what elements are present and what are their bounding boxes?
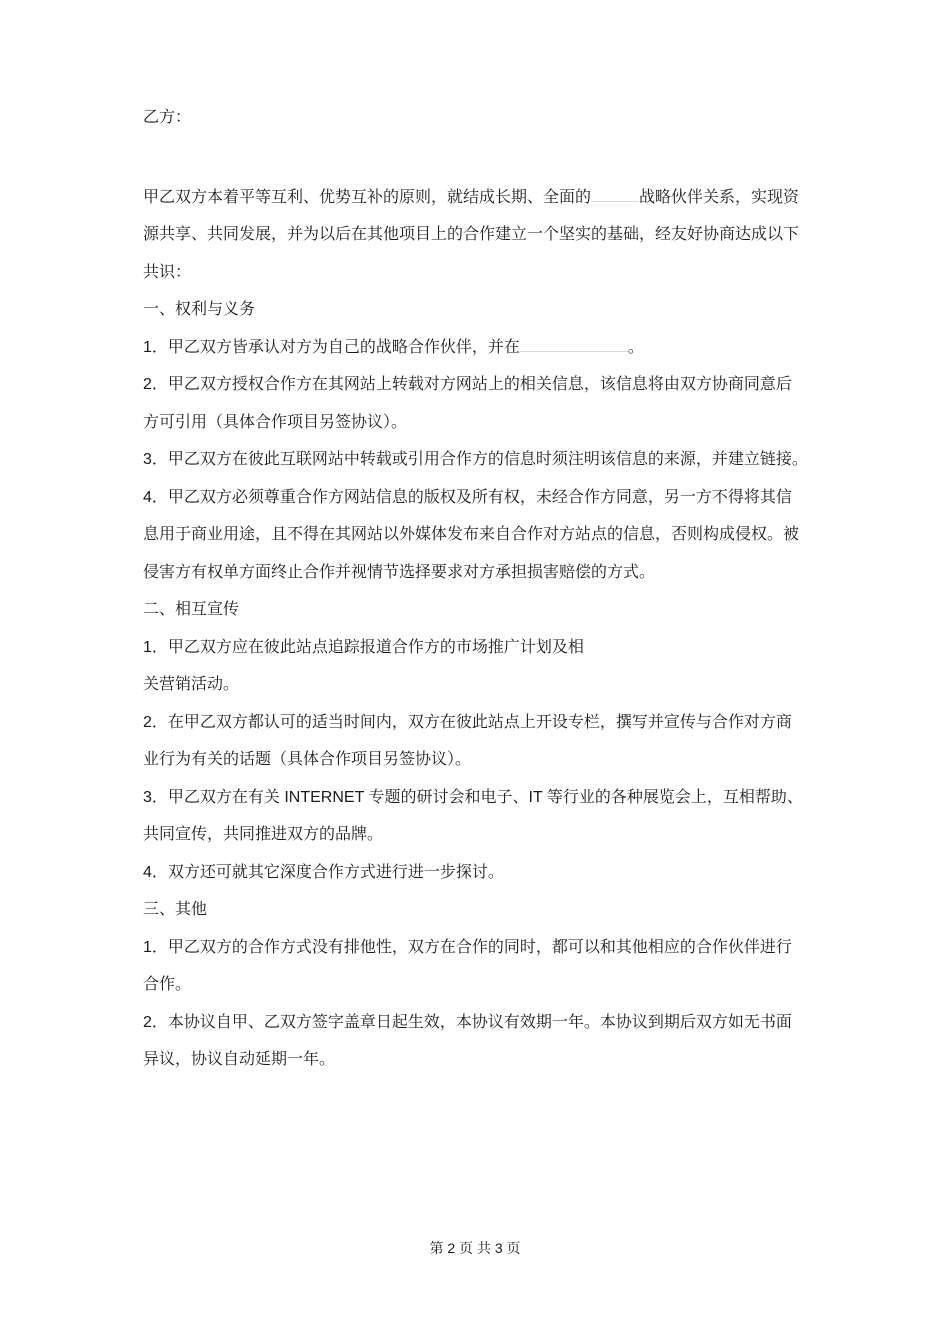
section-1-item-3-line-1: 3．甲乙双方在彼此互联网站中转载或引用合作方的信息时须注明该信息的来源，并建立链接。 — [143, 451, 808, 468]
section-1-item-1-pre: 1．甲乙双方皆承认对方为自己的战略合作伙伴，并在 — [143, 338, 520, 356]
fill-in-blank-underline — [520, 337, 628, 352]
section-3-title: 三、其他 — [143, 901, 208, 918]
section-1-item-1 — [143, 329, 913, 367]
intro-paragraph — [143, 179, 913, 292]
section-2-item-1-line-2: 关营销活动。 — [143, 676, 240, 693]
fill-in-blank-underline — [591, 187, 639, 202]
intro-line-2: 源共享、共同发展，并为以后在其他项目上的合作建立一个坚实的基础，经友好协商达成以下 — [143, 226, 800, 243]
section-2-item-3-line-1: 3．甲乙双方在有关 INTERNET 专题的研讨会和电子、IT 等行业的各种展览会上，互相帮助、 — [143, 788, 803, 806]
section-3-body — [143, 929, 913, 1079]
intro-line-1-post: 战略伙伴关系，实现资 — [639, 188, 800, 206]
section-3-item-1-line-2: 合作。 — [143, 976, 192, 993]
section-2-item-2-line-2: 业行为有关的话题（具体合作项目另签协议）。 — [143, 751, 472, 768]
intro-line-1 — [143, 179, 913, 217]
page-number-indicator: 第 2 页 共 3 页 — [429, 1240, 521, 1256]
section-2-title: 二、相互宣传 — [143, 601, 240, 618]
party-b-label: 乙方： — [143, 109, 192, 126]
section-1-title: 一、权利与义务 — [143, 301, 256, 318]
intro-line-1-pre: 甲乙双方本着平等互利、优势互补的原则，就结成长期、全面的 — [143, 188, 592, 206]
section-3-item-2-line-2: 异议，协议自动延期一年。 — [143, 1051, 336, 1068]
section-1-item-1-post: 。 — [627, 338, 644, 356]
section-2-body — [143, 629, 913, 892]
section-2-item-1-line-1: 1．甲乙双方应在彼此站点追踪报道合作方的市场推广计划及相 — [143, 638, 584, 656]
section-1-item-4-line-2: 息用于商业用途，且不得在其网站以外媒体发布来自合作对方站点的信息，否则构成侵权。被 — [143, 526, 800, 543]
section-1-item-2-line-1: 2．甲乙双方授权合作方在其网站上转载对方网站上的相关信息，该信息将由双方协商同意后 — [143, 376, 792, 393]
section-1-item-4-line-1: 4．甲乙双方必须尊重合作方网站信息的版权及所有权，未经合作方同意，另一方不得将其信 — [143, 488, 792, 506]
section-1-item-2-line-2: 方可引用（具体合作项目另签协议）。 — [143, 413, 408, 431]
section-3-item-1-line-1: 1．甲乙双方的合作方式没有排他性，双方在合作的同时，都可以和其他相应的合作伙伴进行 — [143, 938, 792, 956]
section-1-item-4-line-3: 侵害方有权单方面终止合作并视情节选择要求对方承担损害赔偿的方式。 — [143, 563, 656, 581]
section-3-item-2-line-1: 2．本协议自甲、乙双方签字盖章日起生效，本协议有效期一年。本协议到期后双方如无书面 — [143, 1013, 792, 1031]
intro-line-3: 共识： — [143, 263, 192, 281]
section-2-item-3-line-2: 共同宣传，共同推进双方的品牌。 — [143, 826, 384, 843]
section-2-item-4-line-1: 4．双方还可就其它深度合作方式进行进一步探讨。 — [143, 863, 504, 881]
section-2-item-2-line-1: 2．在甲乙双方都认可的适当时间内，双方在彼此站点上开设专栏，撰写并宣传与合作对方商 — [143, 713, 792, 731]
section-1-body — [143, 329, 913, 592]
